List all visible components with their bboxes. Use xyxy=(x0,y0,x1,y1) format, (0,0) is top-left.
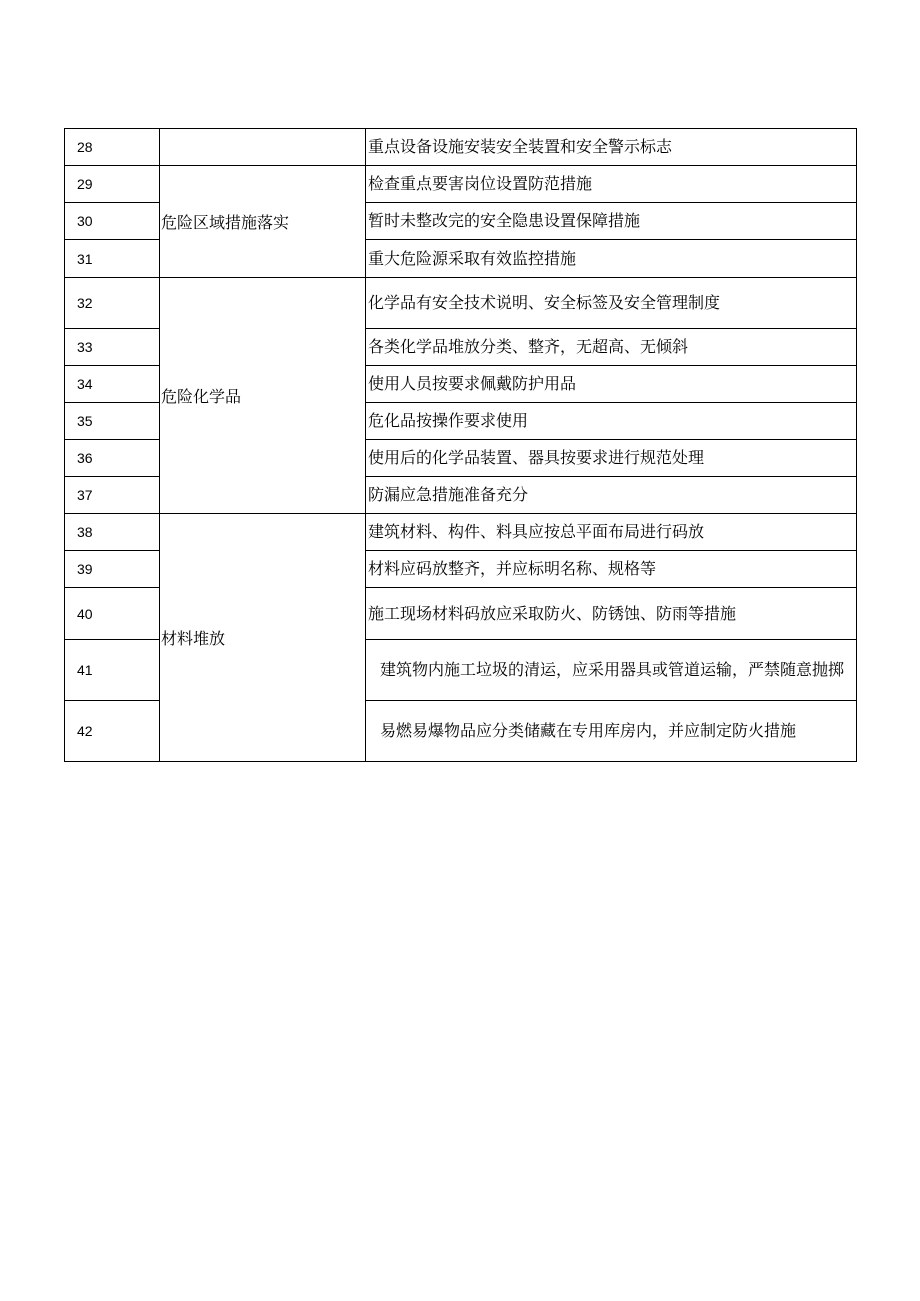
check-item: 材料应码放整齐，并应标明名称、规格等 xyxy=(366,551,857,588)
row-number: 37 xyxy=(65,477,160,514)
check-item: 重点设备设施安装安全装置和安全警示标志 xyxy=(366,129,857,166)
row-number: 39 xyxy=(65,551,160,588)
check-item: 重大危险源采取有效监控措施 xyxy=(366,240,857,278)
row-number: 29 xyxy=(65,166,160,203)
row-number: 38 xyxy=(65,514,160,551)
table-row xyxy=(65,166,857,203)
row-number: 36 xyxy=(65,440,160,477)
row-number: 30 xyxy=(65,203,160,240)
check-item: 建筑物内施工垃圾的清运，应采用器具或管道运输，严禁随意抛掷 xyxy=(366,640,857,701)
row-number: 42 xyxy=(65,701,160,762)
category-cell xyxy=(160,129,366,166)
table-row xyxy=(65,278,857,329)
category-cell: 危险区域措施落实 xyxy=(160,166,366,278)
check-item: 化学品有安全技术说明、安全标签及安全管理制度 xyxy=(366,278,857,329)
row-number: 41 xyxy=(65,640,160,701)
row-number: 34 xyxy=(65,366,160,403)
row-number: 40 xyxy=(65,588,160,640)
check-item: 建筑材料、构件、料具应按总平面布局进行码放 xyxy=(366,514,857,551)
check-item: 危化品按操作要求使用 xyxy=(366,403,857,440)
check-item: 暂时未整改完的安全隐患设置保障措施 xyxy=(366,203,857,240)
category-cell: 材料堆放 xyxy=(160,514,366,762)
check-item: 易燃易爆物品应分类储藏在专用库房内，并应制定防火措施 xyxy=(366,701,857,762)
row-number: 32 xyxy=(65,278,160,329)
check-item: 防漏应急措施准备充分 xyxy=(366,477,857,514)
row-number: 33 xyxy=(65,329,160,366)
table-row xyxy=(65,514,857,551)
check-item: 使用人员按要求佩戴防护用品 xyxy=(366,366,857,403)
check-item: 使用后的化学品装置、器具按要求进行规范处理 xyxy=(366,440,857,477)
safety-checklist-table xyxy=(64,128,857,762)
row-number: 28 xyxy=(65,129,160,166)
check-item: 各类化学品堆放分类、整齐，无超高、无倾斜 xyxy=(366,329,857,366)
row-number: 35 xyxy=(65,403,160,440)
check-item: 施工现场材料码放应采取防火、防锈蚀、防雨等措施 xyxy=(366,588,857,640)
table-row xyxy=(65,129,857,166)
category-cell: 危险化学品 xyxy=(160,278,366,514)
check-item: 检查重点要害岗位设置防范措施 xyxy=(366,166,857,203)
row-number: 31 xyxy=(65,240,160,278)
